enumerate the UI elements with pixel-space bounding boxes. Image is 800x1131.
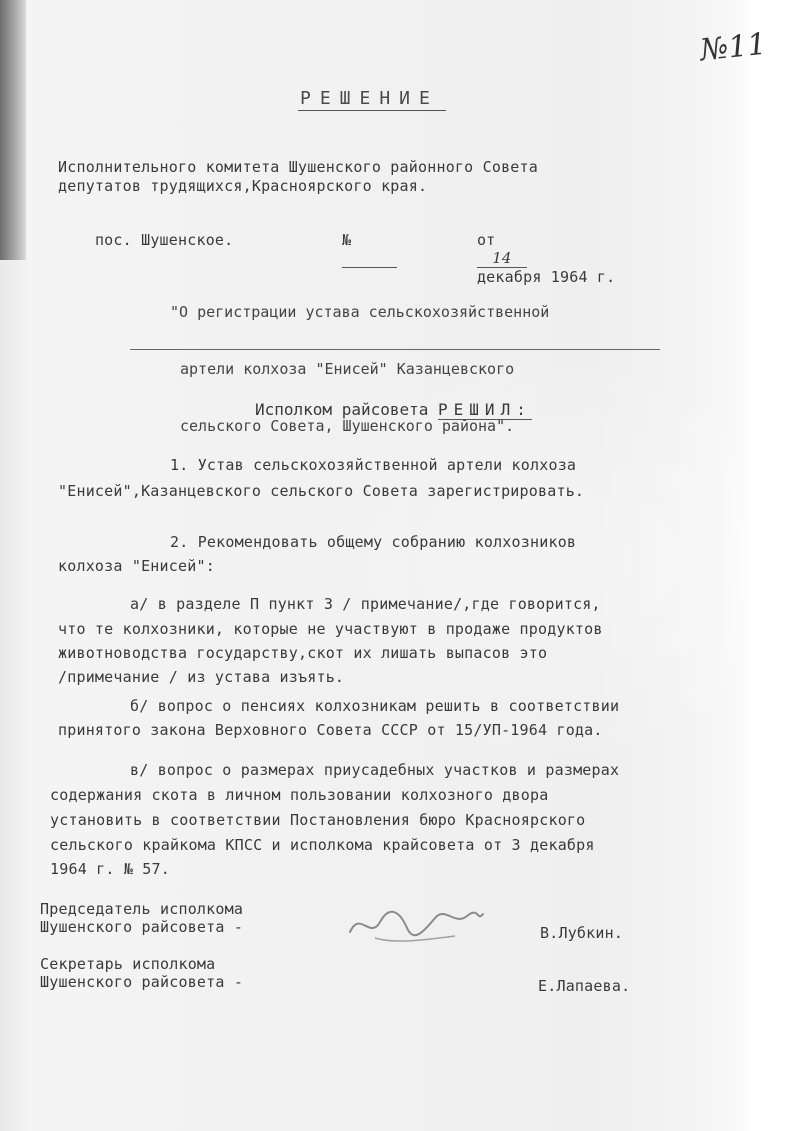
resolved-word: РЕШИЛ: <box>438 400 532 419</box>
issuer-line-1: Исполнительного комитета Шушенского районного Совета <box>58 158 538 176</box>
item-2-line: колхоза "Енисей": <box>58 557 215 575</box>
item-b-line: принятого закона Верховного Совета СССР от 15/УП-1964 года. <box>58 721 603 739</box>
date-rest: декабря 1964 г. <box>476 268 616 286</box>
place: пос. Шушенское. <box>94 231 234 249</box>
subject-line: "О регистрации устава сельскохозяйственной <box>170 303 550 321</box>
item-a-line: животноводства государству,скот их лишать выпасов это <box>58 644 548 662</box>
item-v-line: 1964 г. № 57. <box>50 860 170 878</box>
document-title: РЕШЕНИЕ <box>300 88 439 109</box>
secretary-title: Секретарь исполкома <box>40 955 216 973</box>
number-prefix: № <box>341 231 352 249</box>
subject-block <box>170 265 549 474</box>
handwritten-document-number: №11 <box>698 26 769 69</box>
subject-rule <box>130 349 660 350</box>
resolved-prefix: Исполком райсовета <box>255 400 429 419</box>
item-a-line: /примечание / из устава изъять. <box>58 668 345 686</box>
date-day: 14 <box>477 249 527 268</box>
item-2-line: 2. Рекомендовать общему собранию колхозников <box>170 533 577 551</box>
resolution-heading <box>255 400 532 419</box>
item-v-line: установить в соответствии Постановления бюро Красноярского <box>50 811 586 829</box>
item-b-line: б/ вопрос о пенсиях колхозникам решить в соответствии <box>130 697 620 715</box>
date-prefix: от <box>476 231 496 249</box>
item-v-line: содержания скота в личном пользовании колхозного двора <box>50 786 549 804</box>
chairman-name: В.Лубкин. <box>540 924 624 942</box>
item-a-line: что те колхозники, которые не участвуют в продаже продуктов <box>58 620 603 638</box>
chairman-title: Председатель исполкома <box>40 900 244 918</box>
item-1-line: "Енисей",Казанцевского сельского Совета зарегистрировать. <box>58 482 585 500</box>
chairman-title: Шушенского райсовета - <box>40 918 244 936</box>
subject-line: сельского Совета, Шушенского района". <box>180 417 515 435</box>
secretary-name: Е.Лапаева. <box>538 977 631 995</box>
signature-scribble <box>345 900 485 950</box>
item-v-line: в/ вопрос о размерах приусадебных участков и размерах <box>130 761 620 779</box>
scan-shadow-edge <box>0 0 26 260</box>
subject-line: артели колхоза "Енисей" Казанцевского <box>180 360 515 378</box>
place-line <box>58 213 233 267</box>
item-v-line: сельского крайкома КПСС и исполкома крайсовета от 3 декабря <box>50 836 595 854</box>
secretary-title: Шушенского райсовета - <box>40 973 244 991</box>
title-underline <box>298 110 446 111</box>
item-1-line: 1. Устав сельскохозяйственной артели колхоза <box>170 456 577 474</box>
issuer-line-2: депутатов трудящихся,Красноярского края. <box>58 177 428 195</box>
item-a-line: а/ в разделе П пункт 3 / примечание/,где говорится, <box>130 595 601 613</box>
